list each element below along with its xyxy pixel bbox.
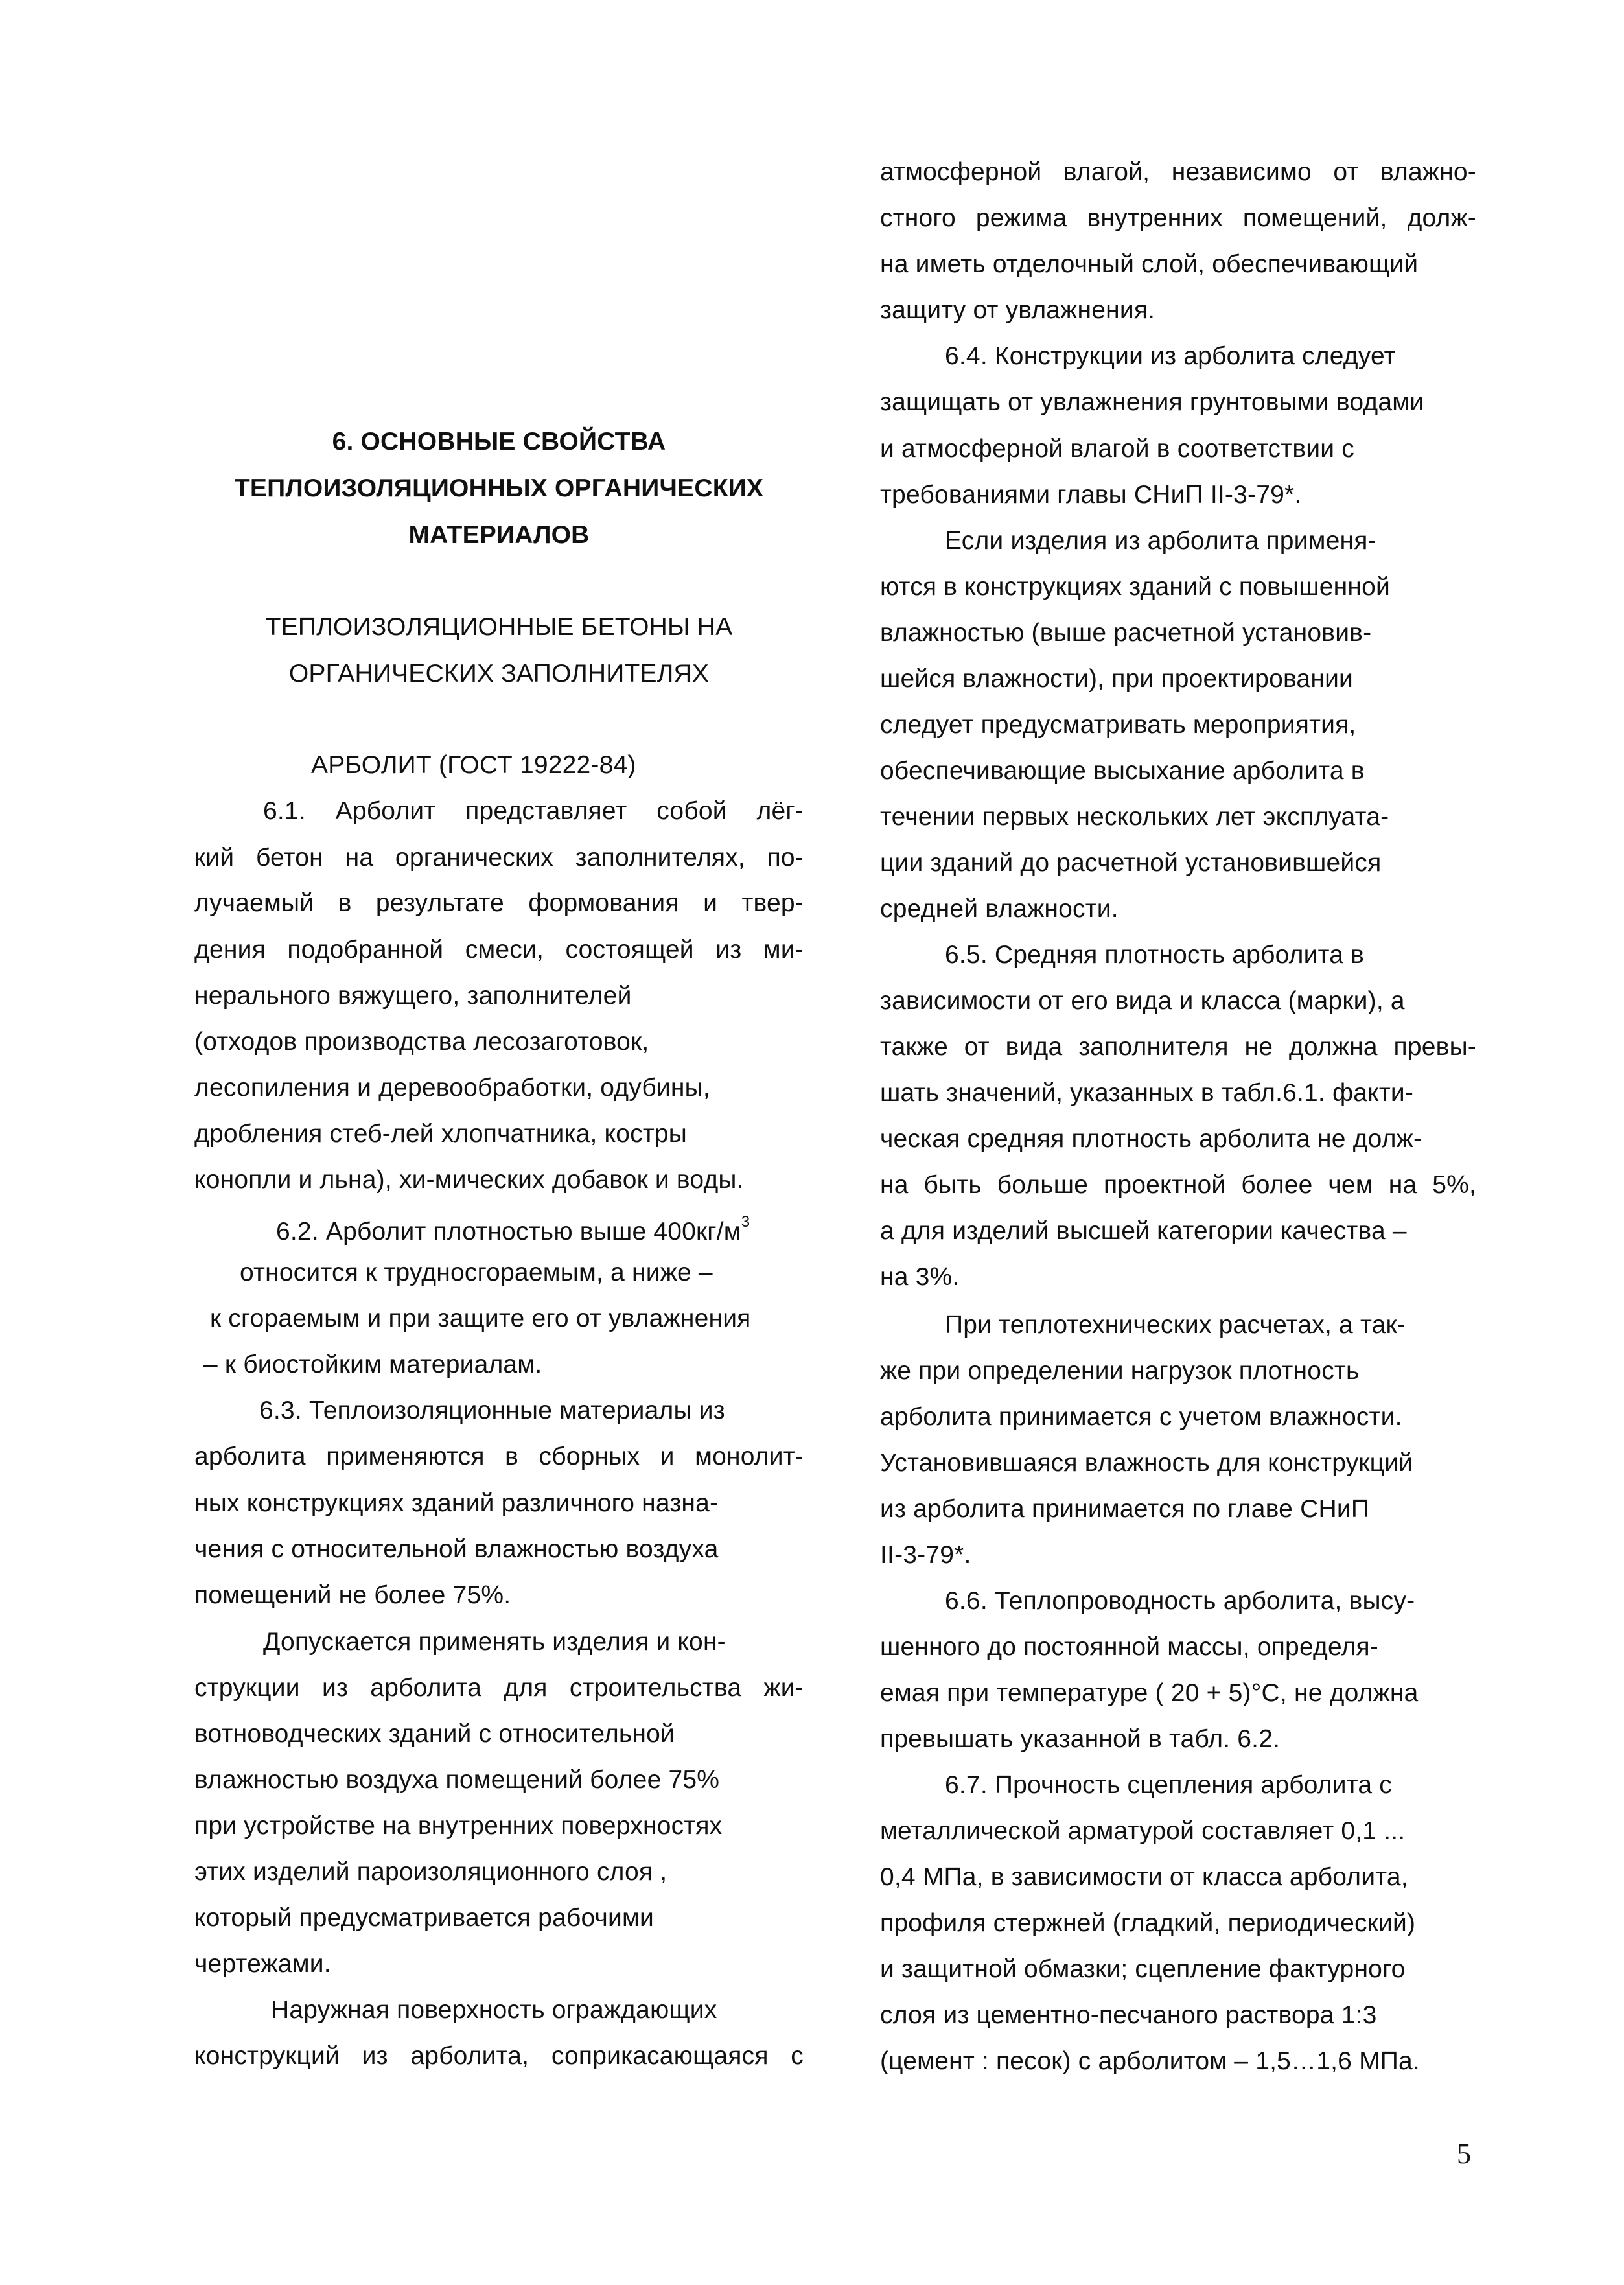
paragraph-line: требованиями главы СНиП II-3-79*. [880,481,1302,509]
paragraph-line: относится к трудносгораемым, а ниже – [240,1258,713,1286]
paragraph-line: следует предусматривать мероприятия, [880,711,1356,739]
paragraph-line: зависимости от его вида и класса (марки), а [880,987,1405,1015]
paragraph-line: конопли и льна), хи-мических добавок и воды. [194,1166,744,1194]
paragraph-line: (цемент : песок) с арболитом – 1,5…1,6 МПа. [880,2047,1420,2075]
paragraph-line: на иметь отделочный слой, обеспечивающий [880,250,1419,278]
paragraph-line: Установившаяся влажность для конструкций [880,1449,1413,1477]
paragraph-line: ции зданий до расчетной установившейся [880,849,1382,877]
subheading-line-1: ТЕПЛОИЗОЛЯЦИОННЫЕ БЕТОНЫ НА [265,613,733,641]
paragraph-line: арболита применяются в сборных и монолит- [194,1443,804,1470]
paragraph-line: струкции из арболита для строительства жи- [194,1674,804,1702]
paragraph-line: обеспечивающие высыхание арболита в [880,757,1365,785]
paragraph-line: металлической арматурой составляет 0,1 ... [880,1817,1406,1845]
paragraph-line: (отходов производства лесозаготовок, [194,1028,649,1056]
paragraph-line: из арболита принимается по главе СНиП [880,1495,1370,1523]
paragraph-line: к сгораемым и при защите его от увлажнения [210,1305,751,1332]
paragraph-line: 6.7. Прочность сцепления арболита с [945,1771,1392,1799]
subheading-line-2: ОРГАНИЧЕСКИХ ЗАПОЛНИТЕЛЯХ [288,660,710,688]
paragraph-line: ческая средняя плотность арболита не долж- [880,1125,1422,1153]
paragraph-line: также от вида заполнителя не должна превы- [880,1033,1476,1061]
paragraph-text: 6.2. Арболит плотностью выше 400кг/м [276,1218,741,1246]
paragraph-line: на быть больше проектной более чем на 5%, [880,1171,1476,1199]
paragraph-line: 6.5. Средняя плотность арболита в [945,941,1365,969]
paragraph-line: на 3%. [880,1263,960,1291]
paragraph-line: 6.1. Арболит представляет собой лёг- [263,797,804,825]
paragraph-line: кий бетон на органических заполнителях, по- [194,844,804,872]
chapter-heading-line-1: 6. ОСНОВНЫЕ СВОЙСТВА [332,428,666,456]
paragraph-line: слоя из цементно-песчаного раствора 1:3 [880,2001,1377,2029]
paragraph-line: при устройстве на внутренних поверхностях [194,1812,723,1840]
paragraph-line: ются в конструкциях зданий с повышенной [880,573,1390,601]
paragraph-line: же при определении нагрузок плотность [880,1357,1360,1385]
paragraph-line: помещений не более 75%. [194,1581,511,1609]
paragraph-line: влажностью воздуха помещений более 75% [194,1766,720,1794]
paragraph-line: течении первых нескольких лет эксплуата- [880,803,1389,831]
paragraph-line: ных конструкциях зданий различного назна- [194,1489,719,1517]
paragraph-line: 6.4. Конструкции из арболита следует [945,342,1396,370]
paragraph-line: который предусматривается рабочими [194,1904,655,1932]
paragraph-line: превышать указанной в табл. 6.2. [880,1725,1281,1753]
paragraph-line: защиту от увлажнения. [880,296,1155,324]
paragraph-line: шенного до постоянной массы, определя- [880,1633,1378,1661]
paragraph-line: 6.3. Теплоизоляционные материалы из [259,1397,725,1424]
paragraph-line: арболита принимается с учетом влажности. [880,1403,1402,1431]
paragraph-line: а для изделий высшей категории качества – [880,1217,1407,1245]
paragraph-line: защищать от увлажнения грунтовыми водами [880,388,1424,416]
chapter-heading-line-3: МАТЕРИАЛОВ [408,521,590,549]
paragraph-line: профиля стержней (гладкий, периодический) [880,1909,1416,1937]
paragraph-line: Допускается применять изделия и кон- [263,1628,726,1656]
paragraph-line: 6.6. Теплопроводность арболита, высу- [945,1587,1415,1615]
paragraph-line: атмосферной влагой, независимо от влажно- [880,158,1476,186]
paragraph-line: Если изделия из арболита применя- [945,527,1376,555]
paragraph-line: вотноводческих зданий с относительной [194,1720,675,1748]
paragraph-line: и защитной обмазки; сцепление фактурного [880,1955,1406,1983]
paragraph-line: – к биостойким материалам. [203,1351,542,1378]
paragraph-line: лесопиления и деревообработки, одубины, [194,1074,710,1102]
paragraph-line: 0,4 МПа, в зависимости от класса арболита, [880,1863,1408,1891]
superscript-3: 3 [741,1213,750,1231]
page-number: 5 [1457,2138,1471,2170]
paragraph-line: дения подобранной смеси, состоящей из ми- [194,936,804,964]
paragraph-line: II-3-79*. [880,1541,971,1569]
paragraph-line: шейся влажности), при проектировании [880,665,1354,693]
paragraph-line: нерального вяжущего, заполнителей [194,982,632,1010]
paragraph-line: чертежами. [194,1950,331,1978]
paragraph-line-with-superscript [276,1211,750,1247]
paragraph-line: дробления стеб-лей хлопчатника, костры [194,1120,688,1148]
paragraph-line: Наружная поверхность ограждающих [271,1996,717,2024]
paragraph-line: конструкций из арболита, соприкасающаяся с [194,2042,804,2070]
paragraph-line: этих изделий пароизоляционного слоя , [194,1858,667,1886]
paragraph-line: емая при температуре ( 20 + 5)°C, не должна [880,1679,1419,1707]
paragraph-line: чения с относительной влажностью воздуха [194,1535,719,1563]
paragraph-line: шать значений, указанных в табл.6.1. факти- [880,1079,1414,1107]
paragraph-line: влажностью (выше расчетной установив- [880,619,1372,647]
chapter-heading-line-2: ТЕПЛОИЗОЛЯЦИОННЫХ ОРГАНИЧЕСКИХ [234,474,764,502]
section-title: АРБОЛИТ (ГОСТ 19222-84) [311,751,636,779]
paragraph-line: лучаемый в результате формования и твер- [194,889,804,917]
paragraph-line: и атмосферной влагой в соответствии с [880,435,1354,463]
paragraph-line: При теплотехнических расчетах, а так- [945,1311,1406,1339]
paragraph-line: стного режима внутренних помещений, долж- [880,204,1476,232]
paragraph-line: средней влажности. [880,895,1119,923]
